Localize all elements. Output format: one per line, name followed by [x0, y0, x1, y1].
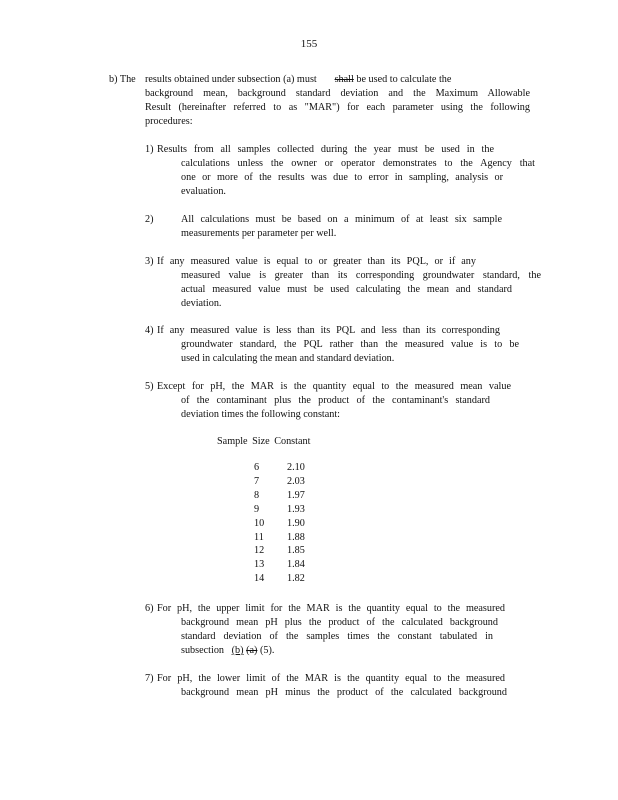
item-4-line-1: If any measured value is less than its PQL and less than its corresponding	[157, 325, 500, 336]
section-b-label: b) The	[109, 74, 136, 85]
table-size-cell: 8	[254, 489, 260, 501]
item-4-line-3: used in calculating the mean and standard deviation.	[181, 353, 395, 364]
item-7-line-1: For pH, the lower limit of the MAR is the quantity equal to the measured	[157, 673, 505, 684]
item-1-body	[181, 157, 535, 199]
table-header: Sample Size Constant	[217, 436, 311, 447]
item-3-label: 3)	[145, 256, 154, 267]
item-1-label: 1)	[145, 144, 154, 155]
struck-deletion: (a)	[246, 645, 258, 656]
item-2-label: 2)	[145, 214, 154, 225]
item-5-line-2: of the contaminant plus the product of the contaminant's standard	[181, 395, 490, 406]
table-constant-cell: 1.82	[287, 573, 305, 585]
item-4-body	[181, 338, 519, 366]
item-3-line-2: measured value is greater than its corresponding groundwater standard, the	[181, 270, 541, 281]
table-size-cell: 12	[254, 545, 265, 557]
section-b-paragraph	[145, 73, 505, 87]
item-7-line-1-block	[157, 672, 505, 686]
table-constant-cell: 1.93	[287, 503, 305, 515]
item-3-body	[181, 269, 541, 311]
item-3-line-4: deviation.	[181, 298, 222, 309]
table-size-cell: 6	[254, 462, 260, 473]
table-size-cell: 10	[254, 517, 265, 529]
item-3-line-1: If any measured value is equal to or greater than its PQL, or if any	[157, 256, 476, 267]
item-1-line-3: one or more of the results was due to error in sampling, analysis or	[181, 172, 503, 183]
section-b-line-4: procedures:	[145, 116, 193, 127]
item-6-line-4: subsection (b) (a) (5).	[181, 645, 275, 656]
item-6-line-2: background mean pH plus the product of the calculated background	[181, 617, 498, 628]
table-constant-cell: 2.10	[287, 462, 305, 473]
item-2-body	[181, 213, 502, 241]
item-5-line-3: deviation times the following constant:	[181, 409, 341, 420]
item-1-line-4: evaluation.	[181, 186, 226, 197]
item-4-line-1-block	[157, 324, 500, 338]
underlined-insertion: (b)	[231, 645, 244, 656]
table-constant-cell: 1.84	[287, 559, 305, 571]
table-size-cell: 14	[254, 573, 265, 585]
section-b-line-1: results obtained under subsection (a) must shall be used to calculate the	[145, 74, 452, 85]
item-5-body	[181, 394, 490, 422]
item-1-line-2: calculations unless the owner or operator demonstrates to the Agency that	[181, 158, 535, 169]
table-constant-cell: 2.03	[287, 475, 305, 487]
item-2-line-1: All calculations must be based on a minimum of at least six sample	[181, 214, 502, 225]
table-size-cell: 9	[254, 503, 260, 515]
item-7-label: 7)	[145, 673, 154, 684]
item-5-label: 5)	[145, 381, 154, 392]
item-6-line-3: standard deviation of the samples times the constant tabulated in	[181, 631, 493, 642]
item-1-line-1-block	[157, 143, 494, 157]
item-5-line-1-block	[157, 380, 511, 394]
item-2-line-2: measurements per parameter per well.	[181, 228, 337, 239]
table-size-cell: 7	[254, 475, 260, 487]
section-b-paragraph-cont	[145, 87, 530, 129]
section-b-line-2: background mean, background standard deviation and the Maximum Allowable	[145, 88, 530, 99]
page-number: 155	[300, 38, 318, 50]
section-b-line-3: Result (hereinafter referred to as "MAR") for each parameter using the following	[145, 102, 530, 113]
table-size-cell: 11	[254, 531, 264, 543]
item-5-line-1: Except for pH, the MAR is the quantity equal to the measured mean value	[157, 381, 511, 392]
item-6-body	[181, 616, 498, 658]
table-size-cell: 13	[254, 559, 265, 571]
item-6-line-1: For pH, the upper limit for the MAR is the quantity equal to the measured	[157, 603, 505, 614]
table-constant-cell: 1.88	[287, 531, 305, 543]
item-6-line-1-block	[157, 602, 505, 616]
table-constant-cell: 1.85	[287, 545, 305, 557]
item-4-line-2: groundwater standard, the PQL rather than the measured value is to be	[181, 339, 519, 350]
item-6-label: 6)	[145, 603, 154, 614]
table-constant-cell: 1.97	[287, 489, 305, 501]
item-3-line-3: actual measured value must be used calculating the mean and standard	[181, 284, 512, 295]
item-1-line-1: Results from all samples collected during the year must be used in the	[157, 144, 494, 155]
item-7-line-2: background mean pH minus the product of the calculated background	[181, 687, 507, 698]
struck-word: shall	[334, 74, 354, 85]
table-constant-cell: 1.90	[287, 517, 305, 529]
item-4-label: 4)	[145, 325, 154, 336]
item-3-line-1-block	[157, 255, 476, 269]
item-7-body	[181, 686, 507, 700]
